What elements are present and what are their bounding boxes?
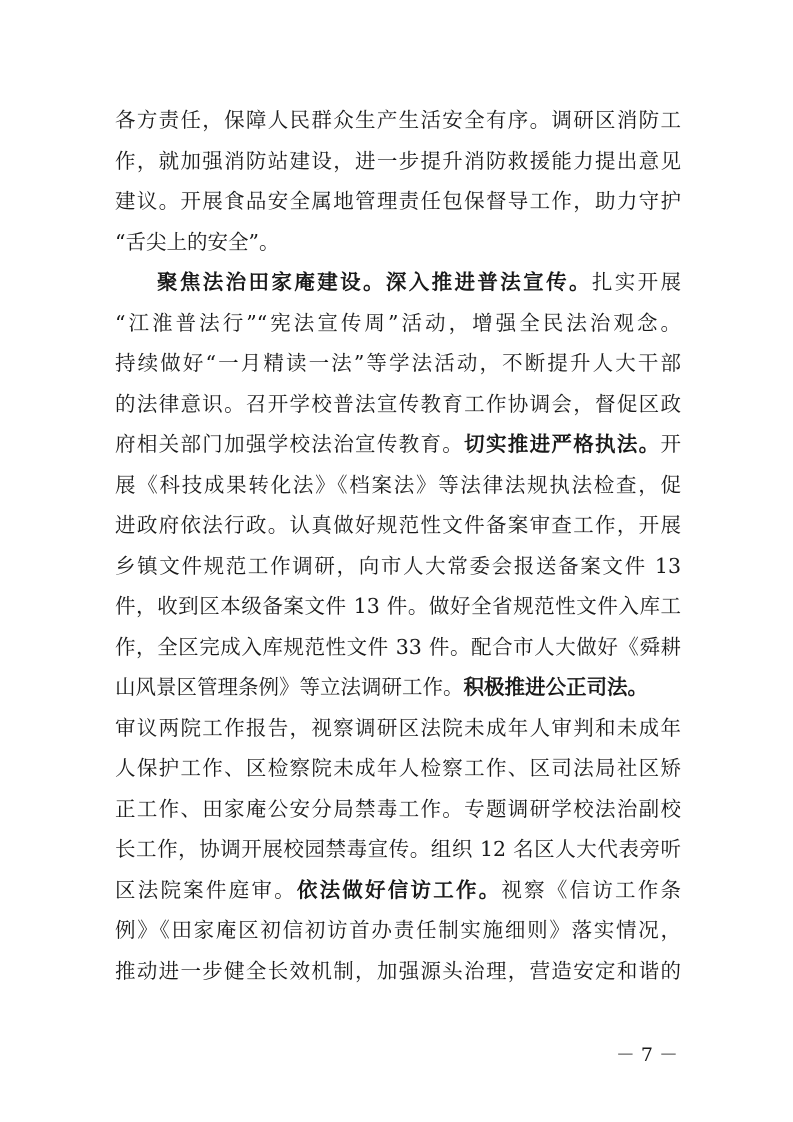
body-text-segment: 视察《信访工作条 xyxy=(501,877,682,902)
bold-heading-text: 聚焦法治田家庵建设。深入推进普法宣传。 xyxy=(157,270,592,294)
body-text-segment: 的法律意识。召开学校普法宣传教育工作协调会，督促区政 xyxy=(115,391,681,416)
body-text-segment: 展《科技成果转化法》《档案法》等法律法规执法检查，促 xyxy=(115,472,681,497)
body-text-segment: 区法院案件庭审。 xyxy=(115,877,297,902)
body-text-segment: 正工作、田家庵公安分局禁毒工作。专题调研学校法治副校 xyxy=(115,796,681,821)
text-line xyxy=(115,829,681,870)
body-text-segment: 进政府依法行政。认真做好规范性文件备案审查工作，开展 xyxy=(115,513,681,537)
body-text-segment: 各方责任，保障人民群众生产生活安全有序。调研区消防工 xyxy=(115,108,681,132)
body-text-segment: “舌尖上的安全”。 xyxy=(115,229,280,254)
text-line xyxy=(115,181,681,222)
body-text-segment: 府相关部门加强学校法治宣传教育。 xyxy=(115,432,465,456)
text-line xyxy=(115,424,681,465)
text-line xyxy=(115,910,681,951)
text-line xyxy=(115,222,681,263)
text-line xyxy=(115,627,681,668)
text-line xyxy=(115,141,681,182)
text-line xyxy=(115,789,681,830)
body-text-segment: 审议两院工作报告，视察调研区法院未成年人审判和未成年 xyxy=(115,715,681,740)
text-line xyxy=(115,748,681,789)
text-line xyxy=(115,586,681,627)
text-line xyxy=(115,100,681,141)
body-text xyxy=(115,100,681,991)
body-text-segment: 推动进一步健全长效机制，加强源头治理，营造安定和谐的 xyxy=(115,958,681,983)
bold-heading-text: 依法做好信访工作。 xyxy=(296,877,502,902)
text-line xyxy=(115,870,681,911)
body-text-segment: 山风景区管理条例》等立法调研工作。 xyxy=(115,675,464,699)
body-text-segment: 建议。开展食品安全属地管理责任包保督导工作，助力守护 xyxy=(115,189,681,213)
text-line xyxy=(115,303,681,344)
text-line xyxy=(115,343,681,384)
page-number: － 7 － xyxy=(615,1044,678,1066)
body-text-segment: 例》《田家庵区初信初访首办责任制实施细则》落实情况， xyxy=(115,918,681,942)
text-line xyxy=(115,384,681,425)
body-text-segment: 作，就加强消防站建设，进一步提升消防救援能力提出意见 xyxy=(115,148,681,173)
body-text-segment: 长工作，协调开展校园禁毒宣传。组织 12 名区人大代表旁听 xyxy=(115,837,681,861)
text-line xyxy=(115,546,681,587)
text-line xyxy=(115,262,681,303)
body-text-segment: 作，全区完成入库规范性文件 33 件。配合市人大做好《舜耕 xyxy=(115,634,681,659)
text-line xyxy=(115,505,681,546)
bold-heading-text: 切实推进严格执法。 xyxy=(464,432,661,456)
body-text-segment: 持续做好“一月精读一法”等学法活动，不断提升人大干部 xyxy=(115,351,681,375)
text-line xyxy=(115,465,681,506)
text-line xyxy=(115,667,681,708)
body-text-segment: 人保护工作、区检察院未成年人检察工作、区司法局社区矫 xyxy=(115,756,681,780)
body-text-segment: “江淮普法行”“宪法宣传周”活动，增强全民法治观念。 xyxy=(115,310,681,335)
body-text-segment: 件，收到区本级备案文件 13 件。做好全省规范性文件入库工 xyxy=(115,594,681,618)
body-text-segment: 扎实开展 xyxy=(591,270,682,294)
body-text-segment: 开 xyxy=(660,432,682,456)
bold-heading-text: 积极推进公正司法。 xyxy=(463,675,648,699)
text-line xyxy=(115,708,681,749)
text-line xyxy=(115,951,681,992)
body-text-segment: 乡镇文件规范工作调研，向市人大常委会报送备案文件 13 xyxy=(115,553,681,578)
